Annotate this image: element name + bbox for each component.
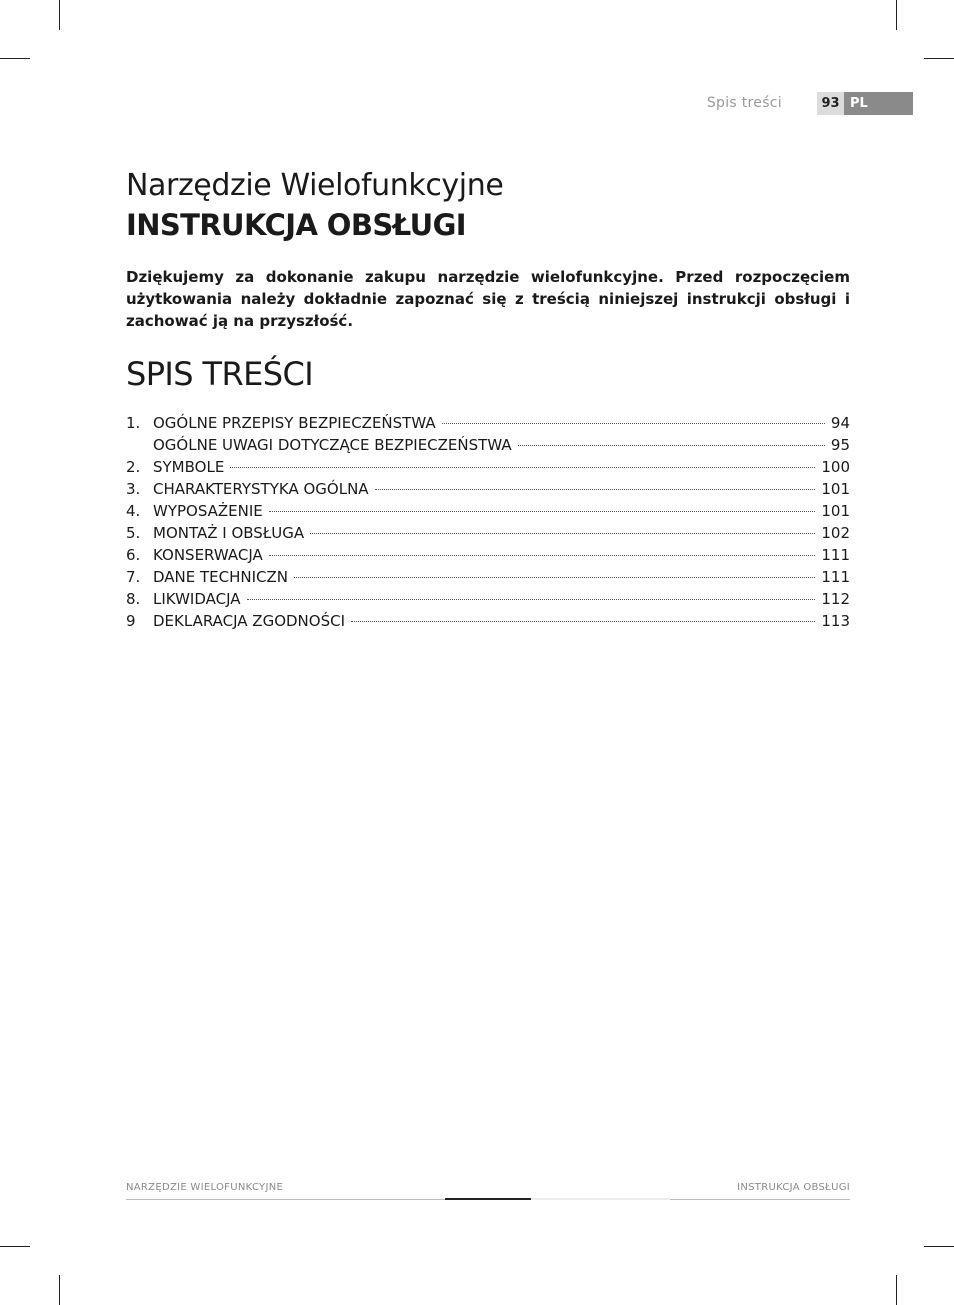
toc-entry-title: WYPOSAŻENIE bbox=[153, 502, 263, 520]
crop-mark bbox=[59, 0, 60, 30]
footer-rule-accent bbox=[445, 1198, 531, 1200]
crop-mark bbox=[924, 1246, 954, 1247]
manual-title: INSTRUKCJA OBSŁUGI bbox=[126, 208, 466, 242]
toc-entry[interactable] bbox=[126, 612, 850, 634]
crop-mark bbox=[896, 1275, 897, 1305]
toc-entry-title: KONSERWACJA bbox=[153, 546, 263, 564]
toc-leader-dots bbox=[351, 621, 815, 622]
toc-leader-dots bbox=[247, 599, 816, 600]
toc-leader-dots bbox=[269, 555, 816, 556]
toc-entry-page: 102 bbox=[821, 524, 850, 542]
product-title: Narzędzie Wielofunkcyjne bbox=[126, 168, 504, 203]
page-number: 93 bbox=[817, 92, 844, 115]
table-of-contents bbox=[126, 414, 850, 634]
crop-mark bbox=[59, 1275, 60, 1305]
footer-right-label: INSTRUKCJA OBSŁUGI bbox=[737, 1182, 850, 1193]
header-section-label: Spis treści bbox=[706, 95, 782, 111]
toc-entry[interactable] bbox=[126, 436, 850, 458]
toc-entry-title: MONTAŻ I OBSŁUGA bbox=[153, 524, 305, 542]
toc-entry-number: 4. bbox=[126, 502, 141, 520]
toc-leader-dots bbox=[375, 489, 816, 490]
toc-entry-number: 1. bbox=[126, 414, 141, 432]
toc-entry-title: OGÓLNE PRZEPISY BEZPIECZEŃSTWA bbox=[153, 414, 436, 432]
toc-leader-dots bbox=[310, 533, 815, 534]
toc-entry[interactable] bbox=[126, 414, 850, 436]
toc-entry[interactable] bbox=[126, 502, 850, 524]
toc-entry-title: CHARAKTERYSTYKA OGÓLNA bbox=[153, 480, 369, 498]
language-code: PL bbox=[844, 92, 913, 115]
footer-left-label: NARZĘDZIE WIELOFUNKCYJNE bbox=[126, 1182, 284, 1193]
crop-mark bbox=[896, 0, 897, 30]
toc-entry-page: 111 bbox=[821, 546, 850, 564]
toc-entry-page: 112 bbox=[821, 590, 850, 608]
toc-heading: SPIS TREŚCI bbox=[126, 355, 314, 393]
toc-entry[interactable] bbox=[126, 546, 850, 568]
toc-entry[interactable] bbox=[126, 480, 850, 502]
toc-entry-number: 7. bbox=[126, 568, 141, 586]
toc-entry-number: 6. bbox=[126, 546, 141, 564]
toc-entry-title: SYMBOLE bbox=[153, 458, 225, 476]
toc-entry-page: 100 bbox=[821, 458, 850, 476]
toc-entry[interactable] bbox=[126, 458, 850, 480]
crop-mark bbox=[0, 1246, 30, 1247]
toc-leader-dots bbox=[269, 511, 816, 512]
toc-entry-number: 3. bbox=[126, 480, 141, 498]
toc-entry-page: 111 bbox=[821, 568, 850, 586]
crop-mark bbox=[924, 58, 954, 59]
intro-paragraph: Dziękujemy za dokonanie zakupu narzędzie wielofunkcyjne. Przed rozpoczęciem użytkowania należy dokładnie zapoznać się z treścią niniejszej instrukcji obsługi i zachować ją na przyszłość. bbox=[126, 268, 850, 330]
toc-leader-dots bbox=[294, 577, 815, 578]
toc-entry[interactable] bbox=[126, 590, 850, 612]
crop-mark bbox=[0, 58, 30, 59]
toc-leader-dots bbox=[230, 467, 815, 468]
toc-entry-title: OGÓLNE UWAGI DOTYCZĄCE BEZPIECZEŃSTWA bbox=[153, 436, 512, 454]
page-number-badge bbox=[817, 92, 913, 115]
toc-entry-number: 5. bbox=[126, 524, 141, 542]
toc-entry-title: DANE TECHNICZN bbox=[153, 568, 289, 586]
toc-entry[interactable] bbox=[126, 524, 850, 546]
toc-entry[interactable] bbox=[126, 568, 850, 590]
toc-entry-title: DEKLARACJA ZGODNOŚCI bbox=[153, 612, 346, 630]
toc-entry-page: 94 bbox=[830, 414, 850, 432]
toc-leader-dots bbox=[442, 423, 825, 424]
toc-entry-number: 2. bbox=[126, 458, 141, 476]
footer-rule-light bbox=[531, 1198, 670, 1200]
toc-entry-page: 113 bbox=[821, 612, 850, 630]
toc-entry-number: 9 bbox=[126, 612, 136, 630]
toc-entry-page: 101 bbox=[821, 480, 850, 498]
toc-entry-number: 8. bbox=[126, 590, 141, 608]
toc-entry-page: 101 bbox=[821, 502, 850, 520]
toc-entry-title: LIKWIDACJA bbox=[153, 590, 241, 608]
toc-entry-page: 95 bbox=[830, 436, 850, 454]
toc-leader-dots bbox=[518, 445, 825, 446]
